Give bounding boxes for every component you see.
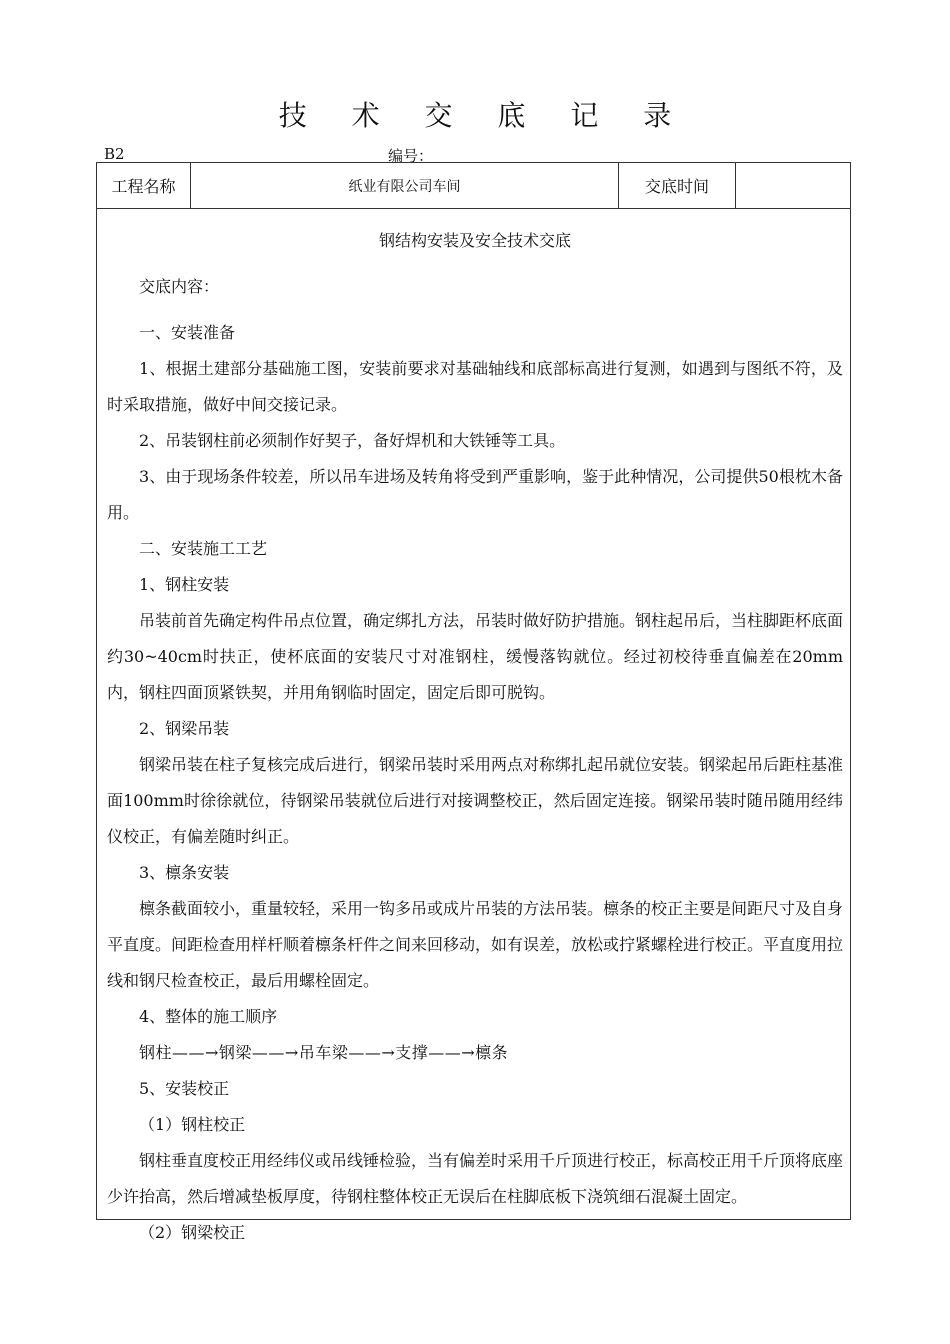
document-title: 技 术 交 底 记 录 [278, 99, 690, 132]
section-1-title: 一、安装准备 [139, 323, 236, 342]
section-2-title: 二、安装施工工艺 [139, 539, 268, 558]
handover-time-value [736, 163, 850, 208]
section-1-paragraph-1: 1、根据土建部分基础施工图，安装前要求对基础轴线和底部标高进行复测，如遇到与图纸不符，及时采取措施，做好中间交接记录。 [107, 359, 843, 414]
subject-title: 钢结构安装及安全技术交底 [378, 231, 571, 250]
section-1-paragraph-2: 2、吊装钢柱前必须制作好契子，备好焊机和大铁锤等工具。 [139, 431, 566, 450]
subsection-2-title: 2、钢梁吊装 [139, 719, 230, 738]
subsection-1-title: 1、钢柱安装 [139, 575, 230, 594]
subsection-5b-title: （2）钢梁校正 [139, 1223, 246, 1242]
construction-sequence: 钢柱——→钢梁——→吊车梁——→支撑——→檩条 [139, 1043, 509, 1062]
header-row [97, 163, 850, 209]
record-number-label: 编号： [388, 147, 434, 165]
subsection-3-text: 檩条截面较小，重量较轻，采用一钩多吊或成片吊装的方法吊装。檩条的校正主要是间距尺寸及自身平直度。间距检查用样杆顺着檩条杆件之间来回移动，如有误差，放松或拧紧螺栓进行校正。平直度用拉线和钢尺检查校正，最后用螺栓固定。 [107, 899, 844, 990]
form-code: B2 [104, 145, 125, 163]
content-body [107, 223, 843, 1251]
intro-label: 交底内容： [139, 277, 220, 296]
subsection-5-title: 5、安装校正 [139, 1079, 230, 1098]
subsection-4-title: 4、整体的施工顺序 [139, 1007, 278, 1026]
record-table [96, 162, 851, 1242]
section-1-paragraph-3: 3、由于现场条件较差，所以吊车进场及转角将受到严重影响，鉴于此种情况，公司提供50根枕木备用。 [107, 467, 843, 522]
subsection-5a-title: （1）钢柱校正 [139, 1115, 246, 1134]
subsection-1-text: 吊装前首先确定构件吊点位置，确定绑扎方法，吊装时做好防护措施。钢柱起吊后，当柱脚距杯底面约30~40cm时扶正，使杯底面的安装尺寸对准钢柱，缓慢落钩就位。经过初校待垂直偏差在20mm内，钢柱四面顶紧铁契，并用角钢临时固定，固定后即可脱钩。 [107, 611, 844, 702]
subsection-5a-text: 钢柱垂直度校正用经纬仪或吊线锤检验，当有偏差时采用千斤顶进行校正，标高校正用千斤顶将底座少许抬高，然后增减垫板厚度，待钢柱整体校正无误后在柱脚底板下浇筑细石混凝土固定。 [107, 1151, 844, 1206]
project-name-value: 纸业有限公司车间 [191, 163, 619, 208]
subsection-3-title: 3、檩条安装 [139, 863, 230, 882]
subsection-2-text: 钢梁吊装在柱子复核完成后进行，钢梁吊装时采用两点对称绑扎起吊就位安装。钢梁起吊后距柱基准面100mm时徐徐就位，待钢梁吊装就位后进行对接调整校正，然后固定连接。钢梁吊装时随吊随用经纬仪校正，有偏差随时纠正。 [107, 755, 844, 846]
project-name-label: 工程名称 [97, 163, 191, 208]
handover-time-label: 交底时间 [619, 163, 736, 208]
